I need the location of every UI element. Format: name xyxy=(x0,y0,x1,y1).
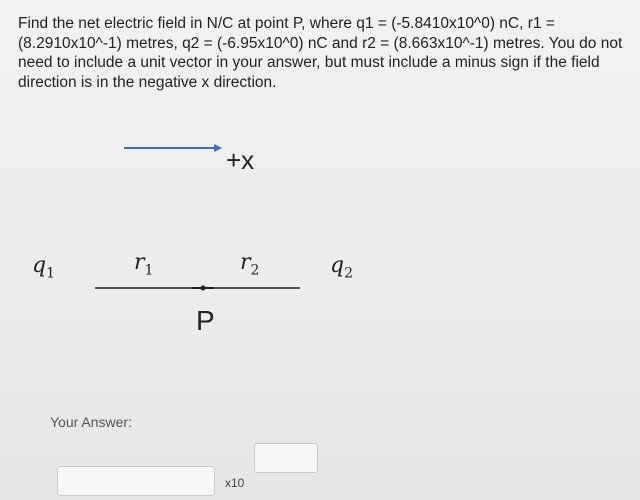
exponent-input[interactable] xyxy=(254,443,318,473)
point-p-dot xyxy=(201,286,206,291)
x-direction-arrowhead xyxy=(214,144,222,152)
your-answer-label: Your Answer: xyxy=(50,414,132,430)
field-diagram xyxy=(0,120,640,360)
question-text: Find the net electric field in N/C at point P, where q1 = (-5.8410x10^0) nC, r1 = (8.2910x10^-1) metres, q2 = (-6.95x10^0) nC and r2 = (8.663x10^-1) metres. You do not need to include a unit vector in your answer, but must include a minus sign if the field direction is in the negative x direction. xyxy=(18,15,623,91)
answer-input[interactable] xyxy=(57,466,215,496)
point-p-label: P xyxy=(196,305,215,336)
r2-label xyxy=(240,250,259,278)
q1-label xyxy=(32,253,55,281)
q1-symbol: q xyxy=(32,253,47,278)
q2-symbol: q xyxy=(330,253,345,278)
times-ten-label: x10 xyxy=(225,476,245,490)
r2-subscript: 2 xyxy=(250,262,260,279)
r1-subscript: 1 xyxy=(144,262,154,279)
r1-label xyxy=(134,250,153,278)
r1-symbol: r xyxy=(134,250,145,275)
r2-symbol: r xyxy=(240,250,251,275)
q2-label xyxy=(330,253,353,281)
axis-label: +x xyxy=(226,145,255,175)
q2-subscript: 2 xyxy=(344,265,354,282)
diagram-svg xyxy=(0,120,640,360)
q1-subscript: 1 xyxy=(46,265,56,282)
